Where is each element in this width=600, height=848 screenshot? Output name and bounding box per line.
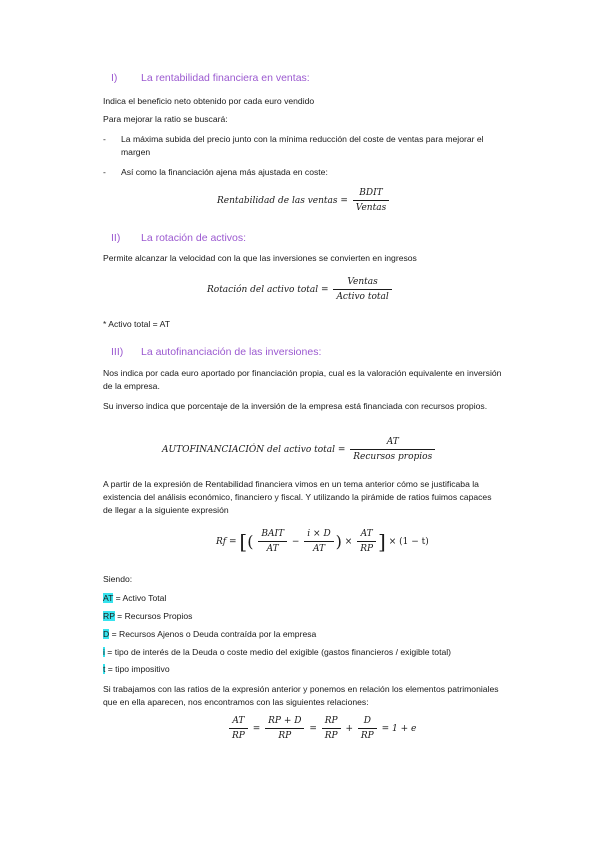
paragraph: Permite alcanzar la velocidad con la que las inversiones se convierten en ingresos [103,253,417,263]
paragraph: Siendo: [103,574,133,584]
definition-text: = Activo Total [113,593,167,603]
section-title: La rotación de activos: [141,232,247,244]
definition-item [103,646,523,659]
fraction-numerator: AT [232,716,245,726]
fraction-denominator: RP [229,728,248,741]
paragraph: Indica el beneficio neto obtenido por cada euro vendido [103,96,315,106]
fraction-numerator: BDIT [359,188,383,198]
paragraph: A partir de la expresión de Rentabilidad financiera vimos en un tema anterior cómo se justificaba la existencia del análisis económico, financiero y fiscal. Y utilizando la pirámide de ratios fuimos capaces de llegar a la siguiente expresión [103,479,492,515]
operator: = [309,724,317,734]
definition-symbol: t [103,664,106,674]
fraction-denominator: AT [304,541,333,554]
section-heading-1 [111,72,310,84]
paragraph: Nos indica por cada euro aportado por financiación propia, cual es la valoración equivalente en inversión de la empresa. [103,368,502,391]
fraction-numerator: AT [360,529,373,539]
operator: − [291,537,300,547]
bullet-text: La máxima subida del precio junto con la mínima reducción del coste de ventas para mejorar el margen [121,134,484,157]
fraction-numerator: BAIT [261,529,284,539]
definition-item [103,592,503,605]
formula-lhs: Rentabilidad de las ventas = [217,196,348,206]
formula-autofinanciacion [162,437,437,462]
fraction-denominator: AT [258,541,287,554]
fraction-denominator: Recursos propios [350,449,435,462]
definition-text: = tipo de interés de la Deuda o coste medio del exigible (gastos financieros / exigible total) [104,647,452,657]
section-number: III) [111,346,124,358]
formula-lhs: Rf = [216,537,237,547]
operator: = [252,724,261,734]
section-number: I) [111,72,118,84]
formula-rentabilidad-ventas [217,188,391,213]
section-heading-2 [111,232,246,244]
paragraph: Su inverso indica que porcentaje de la inversión de la empresa está financiada con recursos propios. [103,401,488,411]
formula-lhs: AUTOFINANCIACIÓN del activo total = [162,445,346,455]
definition-symbol: RP [103,611,115,621]
formula-tail: = 1 + e [381,724,417,734]
fraction-denominator: Activo total [333,289,391,302]
fraction-denominator: RP [358,728,377,741]
fraction [358,716,377,741]
fraction-denominator: Ventas [353,200,389,213]
formula-lhs: Rotación del activo total = [207,285,329,295]
operator: + [345,724,354,734]
definition-item [103,663,503,676]
fraction [357,529,376,554]
formula-tail: × (1 − t) [388,537,429,547]
definition-text: = tipo impositivo [105,664,170,674]
fraction [229,716,248,741]
fraction-numerator: RP + D [268,716,302,726]
fraction-numerator: i × D [307,529,331,539]
paragraph: Si trabajamos con las ratios de la expresión anterior y ponemos en relación los elementos patrimoniales que en ella aparecen, nos encontramos con las siguientes relaciones: [103,684,499,707]
formula-rotacion-activo [207,277,394,302]
fraction [333,277,391,302]
fraction [353,188,389,213]
formula-rf: Rf = [( $\frac{\text{BAIT}}{AT}$ − $\frac{i \times D}{AT}$ ) × $\frac{AT}{RP}$ ] × (1 − t) [216,529,429,554]
definition-text: = Recursos Ajenos o Deuda contraída por la empresa [109,629,317,639]
fraction [258,529,287,554]
fraction [304,529,333,554]
section-heading-3 [111,346,321,358]
section-title: La autofinanciación de las inversiones: [141,346,322,358]
bullet-item: - Así como la financiación ajena más ajustada en coste: [103,166,513,179]
section-number: II) [111,232,121,244]
bullet-text: Así como la financiación ajena más ajustada en coste: [121,167,328,177]
fraction [322,716,341,741]
operator: × [344,537,353,547]
fraction-numerator: AT [386,437,399,447]
fraction-denominator: RP [265,728,304,741]
definition-text: = Recursos Propios [114,611,193,621]
fraction-denominator: RP [357,541,376,554]
paragraph: Para mejorar la ratio se buscará: [103,114,228,124]
fraction-denominator: RP [322,728,341,741]
definition-symbol: AT [103,593,114,603]
bullet-item: - La máxima subida del precio junto con la mínima reducción del coste de ventas para mejorar el margen [103,133,513,159]
fraction [350,437,435,462]
definition-symbol: D [103,629,110,639]
definition-symbol: i [103,647,105,657]
fraction-numerator: D [363,716,371,726]
definition-item [103,628,503,641]
section-title: La rentabilidad financiera en ventas: [141,72,310,84]
definition-item [103,610,503,623]
fraction [265,716,304,741]
fraction-numerator: Ventas [347,277,378,287]
fraction-numerator: RP [324,716,338,726]
formula-at-rp [227,716,416,741]
footnote: * Activo total = AT [103,319,170,329]
